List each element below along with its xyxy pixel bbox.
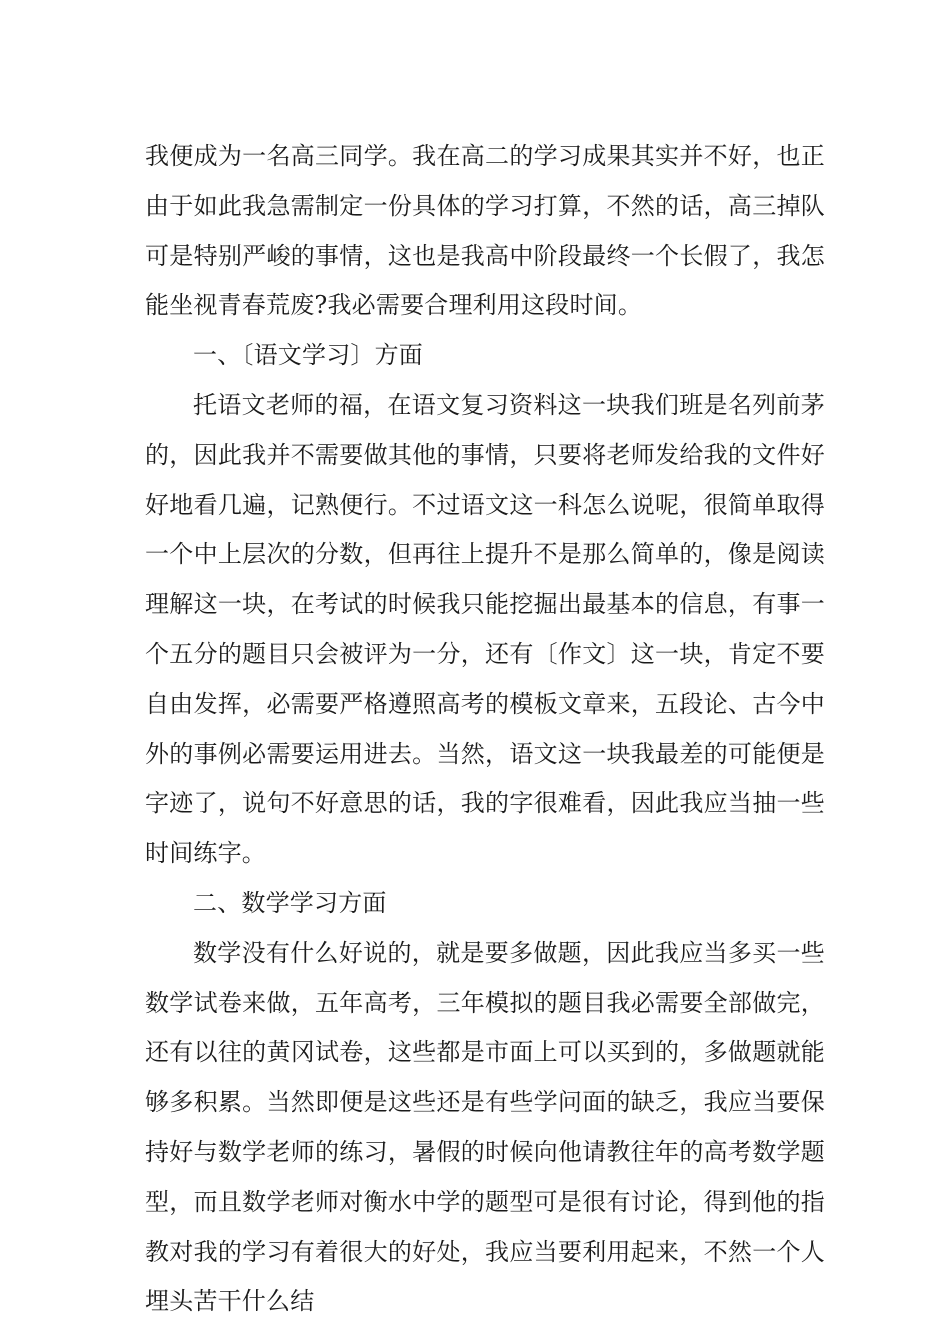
paragraph-math-study: 数学没有什么好说的，就是要多做题，因此我应当多买一些数学试卷来做，五年高考，三年模拟的题目我必需要全部做完，还有以往的黄冈试卷，这些都是市面上可以买到的，多做题就能够多积累。当然即便是这些还是有些学问面的缺乏，我应当要保持好与数学老师的练习，暑假的时候向他请教往年的高考数学题型，而且数学老师对衡水中学的题型可是很有讨论，得到他的指教对我的学习有着很大的好处，我应当要利用起来，不然一个人埋头苦干什么结 (145, 938, 825, 1316)
document-body (145, 132, 825, 1327)
section-heading-chinese: 一、〔语文学习〕方面 (193, 341, 423, 370)
section-heading-math: 二、数学学习方面 (193, 888, 387, 917)
paragraph-chinese-study: 托语文老师的福，在语文复习资料这一块我们班是名列前茅的，因此我并不需要做其他的事情，只要将老师发给我的文件好好地看几遍，记熟便行。不过语文这一科怎么说呢，很简单取得一个中上层次的分数，但再往上提升不是那么简单的，像是阅读理解这一块，在考试的时候我只能挖掘出最基本的信息，有事一个五分的题目只会被评为一分，还有〔作文〕这一块，肯定不要自由发挥，必需要严格遵照高考的模板文章来，五段论、古今中外的事例必需要运用进去。当然，语文这一块我最差的可能便是字迹了，说句不好意思的话，我的字很难看，因此我应当抽一些时间练字。 (145, 390, 825, 868)
paragraph-intro-continued: 我便成为一名高三同学。我在高二的学习成果其实并不好，也正由于如此我急需制定一份具体的学习打算，不然的话，高三掉队可是特别严峻的事情，这也是我高中阶段最终一个长假了，我怎能坐视青春荒废?我必需要合理利用这段时间。 (145, 142, 825, 320)
